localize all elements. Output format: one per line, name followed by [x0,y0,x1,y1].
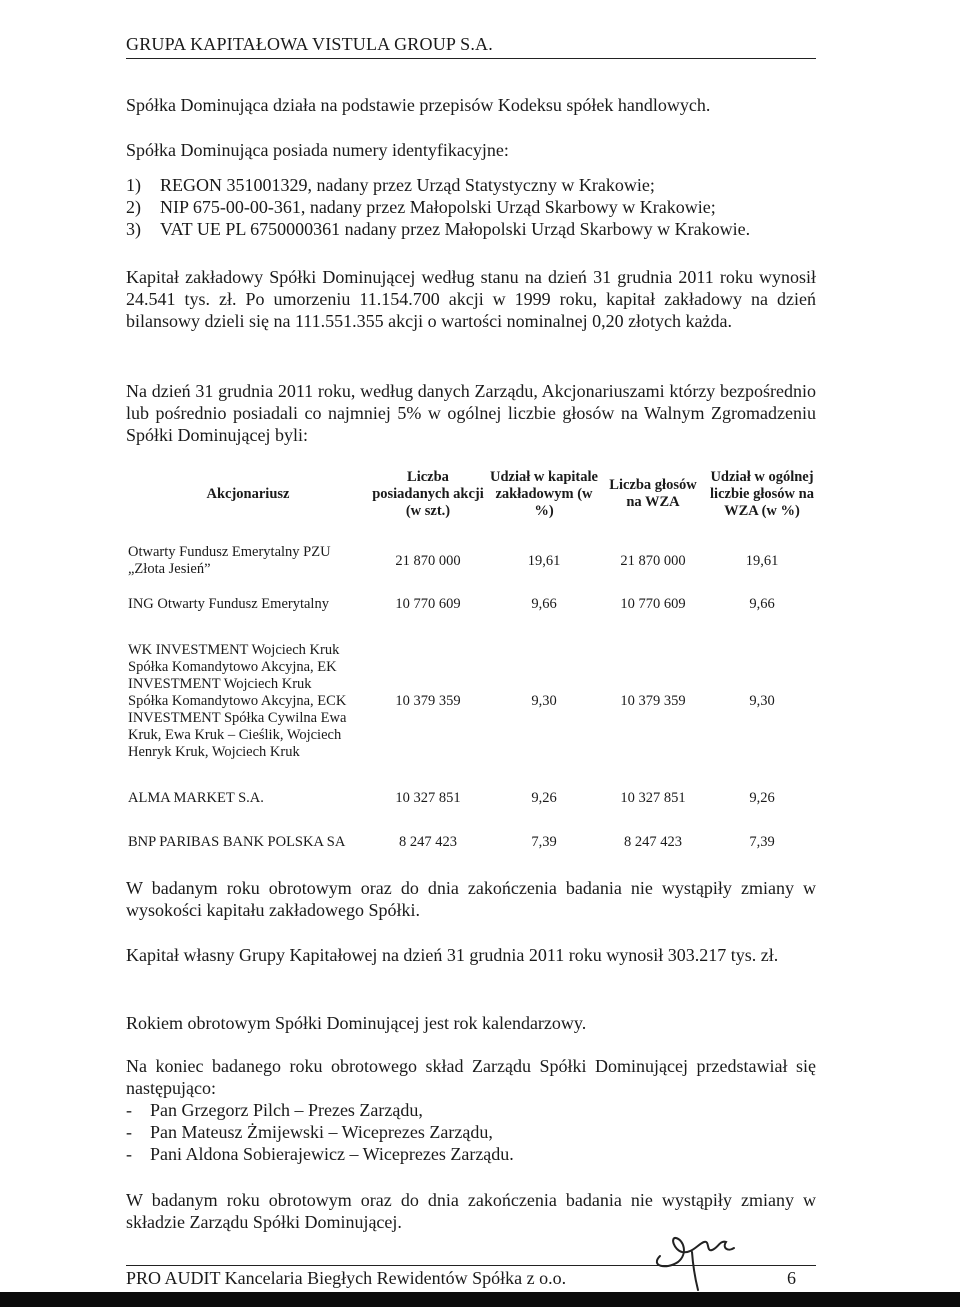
capital-share: 7,39 [531,833,557,850]
table-header-row [128,455,818,533]
table-row [128,619,818,783]
votes-share: 9,26 [749,789,775,806]
list-item: - Pan Grzegorz Pilch – Prezes Zarządu, [126,1100,423,1120]
board-list [126,1099,816,1165]
shares-count: 10 327 851 [395,789,461,806]
shares-count: 10 379 359 [395,692,461,709]
votes-count: 10 770 609 [620,595,686,612]
identification-intro: Spółka Dominująca posiada numery identyfikacyjne: [126,140,509,160]
table-row [128,813,818,871]
legal-basis-paragraph: Spółka Dominująca działa na podstawie przepisów Kodeksu spółek handlowych. [126,95,711,115]
shareholder-name: WK INVESTMENT Wojciech Kruk Spółka Komandytowo Akcyjna, EK INVESTMENT Wojciech Kruk Spółka Komandytowo Akcyjna, ECK INVESTMENT Spółka Cywilna Ewa Kruk, Ewa Kruk – Cieślik, Wojciech Henryk Kruk, Wojciech Kruk [128,641,347,760]
share-capital-paragraph: Kapitał zakładowy Spółki Dominującej według stanu na dzień 31 grudnia 2011 roku wynosił 24.541 tys. zł. Po umorzeniu 11.154.700 akcji w 1999 roku, kapitał zakładowy na dzień bilansowy dzieli się na 111.551.355 akcji o wartości nominalnej 0,20 złotych każda. [126,267,816,331]
board-intro: Na koniec badanego roku obrotowego skład Zarządu Spółki Dominującej przedstawiał się następująco: [126,1056,816,1098]
page-number: 6 [787,1268,796,1288]
votes-share: 19,61 [745,552,779,569]
shareholder-name: BNP PARIBAS BANK POLSKA SA [128,833,346,850]
page-header: GRUPA KAPITAŁOWA VISTULA GROUP S.A. [126,34,816,59]
votes-share: 7,39 [749,833,775,850]
table-row [128,589,818,619]
shareholders-table [128,455,818,871]
votes-count: 21 870 000 [620,552,686,569]
shareholder-name: Otwarty Fundusz Emerytalny PZU „Złota Jesień” [128,544,331,577]
list-item: 3) VAT UE PL 6750000361 nadany przez Małopolski Urząd Skarbowy w Krakowie. [126,219,751,239]
shareholder-name: ALMA MARKET S.A. [128,789,264,806]
column-header: Udział w kapitale zakładowym (w %) [490,468,598,519]
votes-share: 9,30 [749,692,775,709]
capital-share: 19,61 [527,552,561,569]
column-header: Udział w ogólnej liczbie głosów na WZA (w %) [710,468,814,519]
column-header: Liczba głosów na WZA [609,477,697,510]
list-item: - Pan Mateusz Żmijewski – Wiceprezes Zarządu, [126,1122,493,1142]
management-board [126,1055,816,1165]
page-footer [126,1265,816,1289]
shareholder-name: ING Otwarty Fundusz Emerytalny [128,595,329,612]
equity-paragraph: Kapitał własny Grupy Kapitałowej na dzień 31 grudnia 2011 roku wynosił 303.217 tys. zł. [126,945,779,965]
capital-share: 9,26 [531,789,557,806]
shares-count: 10 770 609 [395,595,461,612]
shares-count: 21 870 000 [395,552,461,569]
capital-no-change-paragraph: W badanym roku obrotowym oraz do dnia zakończenia badania nie wystąpiły zmiany w wysokości kapitału zakładowego Spółki. [126,878,816,920]
shares-count: 8 247 423 [399,833,457,850]
shareholders-paragraph: Na dzień 31 grudnia 2011 roku, według danych Zarządu, Akcjonariuszami którzy bezpośrednio lub pośrednio posiadali co najmniej 5% w ogólnej liczbie głosów na Walnym Zgromadzeniu Spółki Dominującej byli: [126,381,816,445]
table-row [128,783,818,813]
capital-share: 9,66 [531,595,557,612]
list-item: - Pani Aldona Sobierajewicz – Wiceprezes Zarządu. [126,1144,514,1164]
capital-share: 9,30 [531,692,557,709]
list-item: 2) NIP 675-00-00-361, nadany przez Małopolski Urząd Skarbowy w Krakowie; [126,197,716,217]
scan-edge-bar [0,1292,960,1307]
identification-numbers [126,139,816,240]
votes-count: 8 247 423 [624,833,682,850]
identification-list [126,174,816,240]
list-item: 1) REGON 351001329, nadany przez Urząd Statystyczny w Krakowie; [126,175,655,195]
column-header: Akcjonariusz [206,485,290,502]
fiscal-year-paragraph: Rokiem obrotowym Spółki Dominującej jest rok kalendarzowy. [126,1013,587,1033]
footer-firm-name: PRO AUDIT Kancelaria Biegłych Rewidentów Spółka z o.o. [126,1268,567,1288]
table-row [128,533,818,589]
votes-count: 10 379 359 [620,692,686,709]
column-header: Liczba posiadanych akcji (w szt.) [372,468,484,519]
board-no-change-paragraph: W badanym roku obrotowym oraz do dnia zakończenia badania nie wystąpiły zmiany w składzie Zarządu Spółki Dominującej. [126,1190,816,1232]
votes-share: 9,66 [749,595,775,612]
votes-count: 10 327 851 [620,789,686,806]
